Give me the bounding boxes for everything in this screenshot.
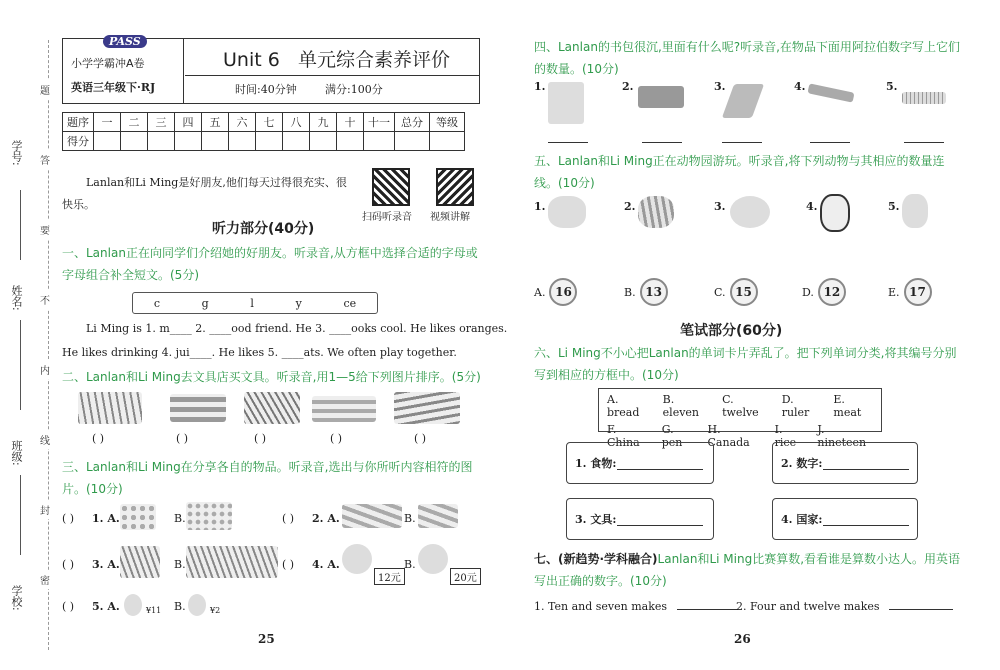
score-cell[interactable] xyxy=(283,132,310,151)
rulers-picture xyxy=(312,396,376,422)
q2-answer-bracket[interactable]: ( ) xyxy=(254,432,267,445)
q5-item-number: 2. xyxy=(624,200,636,213)
score-cell[interactable] xyxy=(310,132,337,151)
q6-word: C. twelve xyxy=(722,393,759,419)
score-cell[interactable] xyxy=(337,132,364,151)
qr-video-caption: 视频讲解 xyxy=(430,212,470,223)
doll-picture[interactable] xyxy=(188,594,206,616)
pencils-picture xyxy=(78,392,142,424)
seal-word: 要 xyxy=(40,220,50,239)
intro-text: Lanlan和Li Ming是好朋友,他们每天过得很充实、很快乐。 xyxy=(62,176,347,211)
q6-category-box-stationery[interactable]: 3. 文具: xyxy=(566,498,714,540)
q5-answer[interactable]: C. 15 xyxy=(714,278,802,306)
header-rule xyxy=(185,75,479,76)
q7-answer-line[interactable] xyxy=(677,609,737,610)
seal-word: 不 xyxy=(40,290,50,309)
q6-word-bank xyxy=(598,388,882,449)
q3-bracket[interactable]: ( ) xyxy=(62,512,75,525)
q6-word: H. Canada xyxy=(707,423,750,449)
name-line xyxy=(20,320,21,410)
score-row-label: 得分 xyxy=(63,132,94,151)
q5-answer[interactable]: E. 17 xyxy=(888,278,958,306)
seal-word: 答 xyxy=(40,150,50,169)
q3-bracket[interactable]: ( ) xyxy=(62,558,75,571)
q1-options-box xyxy=(132,292,378,314)
q4-item-number: 4. xyxy=(794,80,806,93)
q4-item-number: 3. xyxy=(714,80,726,93)
q1-option: y xyxy=(295,296,302,310)
option-picture[interactable] xyxy=(120,504,156,530)
pens-picture xyxy=(244,392,300,424)
q5-answer[interactable]: B. 13 xyxy=(624,278,714,306)
toy-plane-picture[interactable] xyxy=(342,544,372,574)
q7-item: 1. Ten and seven makes xyxy=(534,600,737,613)
q3-option-b-label: B. xyxy=(174,600,186,613)
q3-item-label: 2. A. xyxy=(312,512,340,525)
option-picture[interactable] xyxy=(186,546,278,578)
score-header-cell: 五 xyxy=(202,113,229,132)
q3-bracket[interactable]: ( ) xyxy=(62,600,75,613)
pencil-picture xyxy=(807,83,854,102)
score-header-cell: 六 xyxy=(229,113,256,132)
q4-answer-line[interactable] xyxy=(548,142,588,143)
pen-picture xyxy=(722,84,764,118)
lion-picture xyxy=(730,196,770,228)
q4-answer-line[interactable] xyxy=(904,142,944,143)
score-header-cell: 十 xyxy=(337,113,364,132)
score-header-cell: 总分 xyxy=(395,113,430,132)
qr-audio-caption: 扫码听录音 xyxy=(362,212,412,223)
q6-category-box-numbers[interactable]: 2. 数字: xyxy=(772,442,918,484)
time-label: 时间:40分钟 xyxy=(235,83,297,96)
q1-option: c xyxy=(153,296,160,310)
seal-line xyxy=(48,40,49,650)
q6-word: F. China xyxy=(607,423,640,449)
q6-word: E. meat xyxy=(833,393,862,419)
ruler-picture xyxy=(902,92,946,104)
q5-item-number: 4. xyxy=(806,200,818,213)
q2-answer-bracket[interactable]: ( ) xyxy=(176,432,189,445)
class-line xyxy=(20,475,21,555)
series-name: 小学学霸冲A卷 xyxy=(71,57,145,70)
qr-code-audio[interactable] xyxy=(372,168,410,206)
q3-title: 三、Lanlan和Li Ming在分享各自的物品。听录音,选出与你所听内容相符的图片。(10分) xyxy=(62,460,473,496)
score-header-cell: 八 xyxy=(283,113,310,132)
q3-item-label: 4. A. xyxy=(312,558,340,571)
score-header-cell: 等级 xyxy=(430,113,465,132)
q4-answer-line[interactable] xyxy=(722,142,762,143)
q6-category-box-countries[interactable]: 4. 国家: xyxy=(772,498,918,540)
student-id-line xyxy=(20,190,21,260)
doll-picture[interactable] xyxy=(124,594,142,616)
q6-word: G. pen xyxy=(661,423,683,449)
q2-answer-bracket[interactable]: ( ) xyxy=(414,432,427,445)
q6-word: A. bread xyxy=(607,393,640,419)
panda-picture xyxy=(820,194,850,232)
q3-item-label: 5. A. xyxy=(92,600,120,613)
q5-answer[interactable]: A. 16 xyxy=(534,278,624,306)
q4-answer-line[interactable] xyxy=(810,142,850,143)
monkey-picture xyxy=(902,194,928,228)
q2-title: 二、Lanlan和Li Ming去文具店买文具。听录音,用1—5给下列图片排序。(5分) xyxy=(62,370,481,384)
toy-plane-picture[interactable] xyxy=(418,544,448,574)
q4-answer-line[interactable] xyxy=(642,142,682,143)
q5-item-number: 1. xyxy=(534,200,546,213)
q3-option-b-label: B. xyxy=(174,558,186,571)
score-cell[interactable] xyxy=(148,132,175,151)
score-cell[interactable] xyxy=(175,132,202,151)
q6-word: D. ruler xyxy=(781,393,810,419)
seal-word: 封 xyxy=(40,500,50,519)
q6-word: J. nineteen xyxy=(817,423,867,449)
book-picture xyxy=(548,82,584,124)
score-header-cell: 题序 xyxy=(63,113,94,132)
q6-category-box-food[interactable]: 1. 食物: xyxy=(566,442,714,484)
name-label: 姓名: xyxy=(10,285,23,311)
price-tag: ¥11 xyxy=(146,606,162,615)
page-number-left: 25 xyxy=(258,632,275,646)
score-cell[interactable] xyxy=(94,132,121,151)
seal-word: 线 xyxy=(40,430,50,449)
school-label: 学校: xyxy=(10,585,23,611)
unit-title: Unit 6 xyxy=(223,49,280,71)
score-cell[interactable] xyxy=(364,132,395,151)
q3-bracket[interactable]: ( ) xyxy=(282,512,295,525)
q6-word: B. eleven xyxy=(662,393,700,419)
eraser-picture xyxy=(638,86,684,108)
q3-bracket[interactable]: ( ) xyxy=(282,558,295,571)
q4-title: 四、Lanlan的书包很沉,里面有什么呢?听录音,在物品下面用阿拉伯数字写上它们的数量。(10分) xyxy=(534,40,960,76)
header-divider xyxy=(183,39,184,103)
score-cell[interactable] xyxy=(395,132,430,151)
score-header-cell: 四 xyxy=(175,113,202,132)
q5-item-number: 3. xyxy=(714,200,726,213)
score-cell[interactable] xyxy=(202,132,229,151)
q1-option: g xyxy=(201,296,209,310)
student-id-label: 学号: xyxy=(10,140,23,166)
q5-title: 五、Lanlan和Li Ming正在动物园游玩。听录音,将下列动物与其相应的数量连线。(10分) xyxy=(534,154,945,190)
q3-option-b-label: B. xyxy=(404,512,416,525)
seal-word: 内 xyxy=(40,360,50,379)
q4-item-number: 5. xyxy=(886,80,898,93)
option-picture[interactable] xyxy=(186,502,232,530)
header-box xyxy=(62,35,480,104)
q1-passage-line: He likes drinking 4. jui____. He likes 5. ____ats. We often play together. xyxy=(62,346,457,359)
q1-option: ce xyxy=(343,296,357,310)
score-header-cell: 九 xyxy=(310,113,337,132)
q1-passage-line: Li Ming is 1. m____ 2. ____ood friend. He 3. ____ooks cool. He likes oranges. xyxy=(86,322,508,335)
option-picture[interactable] xyxy=(120,546,160,578)
score-header-cell: 七 xyxy=(256,113,283,132)
q7-item: 2. Four and twelve makes xyxy=(736,600,953,613)
score-table xyxy=(62,112,465,151)
score-cell[interactable] xyxy=(256,132,283,151)
full-score-label: 满分:100分 xyxy=(325,83,383,96)
page-number-right: 26 xyxy=(734,632,751,646)
elephant-picture xyxy=(548,196,586,228)
qr-code-video[interactable] xyxy=(436,168,474,206)
class-label: 班级: xyxy=(10,440,23,466)
listening-section-title: 听力部分(40分) xyxy=(212,221,315,237)
q1-title: 一、Lanlan正在向同学们介绍她的好朋友。听录音,从方框中选择合适的字母或字母组合补全短文。(5分) xyxy=(62,246,478,282)
q3-item-label: 1. A. xyxy=(92,512,120,525)
score-cell[interactable] xyxy=(430,132,465,151)
q5-item-number: 5. xyxy=(888,200,900,213)
q7-answer-line[interactable] xyxy=(889,609,953,610)
score-header-cell: 二 xyxy=(121,113,148,132)
erasers-picture xyxy=(170,394,226,422)
q2-answer-bracket[interactable]: ( ) xyxy=(92,432,105,445)
q3-option-b-label: B. xyxy=(174,512,186,525)
q6-word: I. rice xyxy=(774,423,797,449)
price-tag: 20元 xyxy=(450,568,481,585)
seal-word: 密 xyxy=(40,570,50,589)
price-tag: 12元 xyxy=(374,568,405,585)
q4-item-number: 1. xyxy=(534,80,546,93)
tiger-picture xyxy=(638,196,674,228)
pencil-boxes-picture xyxy=(394,392,460,424)
writing-section-title: 笔试部分(60分) xyxy=(680,323,783,339)
score-cell[interactable] xyxy=(121,132,148,151)
q5-answer[interactable]: D. 12 xyxy=(802,278,888,306)
q3-item-label: 3. A. xyxy=(92,558,120,571)
brand-logo: PASS xyxy=(103,35,147,48)
q2-answer-bracket[interactable]: ( ) xyxy=(330,432,343,445)
score-header-cell: 一 xyxy=(94,113,121,132)
q4-item-number: 2. xyxy=(622,80,634,93)
seal-word: 题 xyxy=(40,80,50,99)
q6-title: 六、Li Ming不小心把Lanlan的单词卡片弄乱了。把下列单词分类,将其编号分别写到相应的方框中。(10分) xyxy=(534,346,957,382)
option-picture[interactable] xyxy=(342,504,402,528)
option-picture[interactable] xyxy=(418,504,458,528)
grade-label: 英语三年级下·RJ xyxy=(71,81,156,94)
unit-subtitle: 单元综合素养评价 xyxy=(297,49,450,71)
score-cell[interactable] xyxy=(229,132,256,151)
price-tag: ¥2 xyxy=(210,606,221,615)
q5-answer-row xyxy=(534,278,958,306)
q1-option: l xyxy=(250,296,254,310)
score-header-cell: 三 xyxy=(148,113,175,132)
score-header-cell: 十一 xyxy=(364,113,395,132)
q7-title: 七、(新趋势·学科融合)Lanlan和Li Ming比赛算数,看看谁是算数小达人。用英语写出正确的数字。(10分) xyxy=(534,552,961,588)
q3-option-b-label: B. xyxy=(404,558,416,571)
